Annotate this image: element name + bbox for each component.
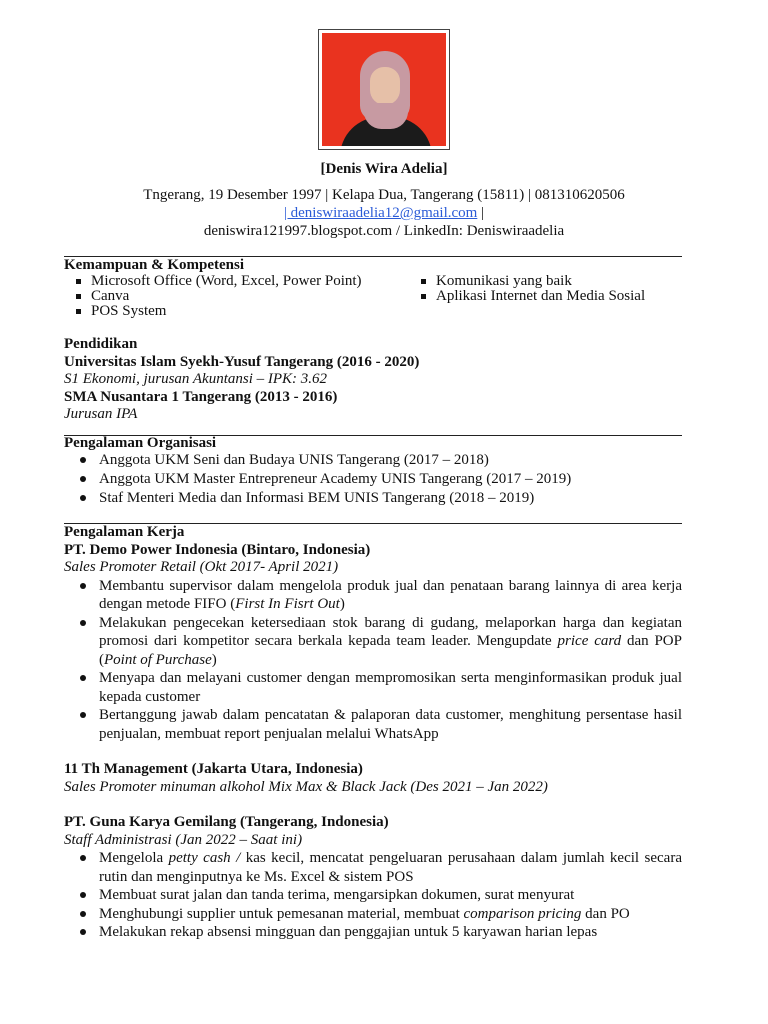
profile-photo	[322, 33, 446, 146]
resume-header	[0, 160, 768, 240]
skills-section	[64, 257, 682, 319]
company-name: PT. Demo Power Indonesia (Bintaro, Indonesia)	[64, 541, 371, 558]
organization-section	[64, 435, 682, 508]
email-separator: |	[477, 205, 485, 221]
email-link[interactable]: | deniswiraadelia12@gmail.com	[283, 205, 478, 221]
list-item: Menghubungi supplier untuk pemesanan material, membuat comparison pricing dan PO	[64, 905, 682, 924]
work-section	[64, 524, 682, 942]
section-title-work: Pengalaman Kerja	[64, 524, 185, 540]
list-item: Komunikasi yang baik	[409, 274, 645, 289]
company-name: 11 Th Management (Jakarta Utara, Indonesia)	[64, 761, 363, 777]
skills-list-left	[64, 274, 409, 319]
school-detail: S1 Ekonomi, jurusan Akuntansi – IPK: 3.62	[64, 371, 328, 387]
list-item: Membantu supervisor dalam mengelola produk jual dan penataan barang lainnya di area kerja dengan metode FIFO (First In Fisrt Out)	[64, 577, 682, 614]
list-item: Bertanggung jawab dalam pencatatan & palaporan data customer, menghitung persentase hasil penjualan, membuat report penjualan melalui WhatsApp	[64, 706, 682, 743]
photo-face	[370, 67, 400, 105]
list-item: Melakukan rekap absensi mingguan dan penggajian untuk 5 karyawan harian lepas	[64, 923, 682, 942]
list-item: Canva	[64, 289, 409, 304]
list-item: Melakukan pengecekan ketersediaan stok barang di gudang, melaporkan harga dan kegiatan promosi dari kompetitor secara berkala kepada team leader. Mengupdate price card dan POP (Point of Purchase)	[64, 614, 682, 670]
list-item: Aplikasi Internet dan Media Sosial	[409, 289, 645, 304]
job-role: Sales Promoter minuman alkohol Mix Max & Black Jack (Des 2021 – Jan 2022)	[64, 778, 548, 795]
list-item: POS System	[64, 304, 409, 319]
job-role: Staff Administrasi (Jan 2022 – Saat ini)	[64, 831, 303, 848]
list-item: Anggota UKM Master Entrepreneur Academy UNIS Tangerang (2017 – 2019)	[64, 470, 682, 489]
links-line: deniswira121997.blogspot.com / LinkedIn: Deniswiraadelia	[203, 223, 565, 239]
school-detail: Jurusan IPA	[64, 406, 138, 422]
section-title-education: Pendidikan	[64, 336, 138, 352]
section-title-skills: Kemampuan & Kompetensi	[64, 257, 244, 273]
profile-photo-frame	[318, 29, 450, 150]
list-item: Menyapa dan melayani customer dengan mempromosikan serta menginformasikan produk jual kepada customer	[64, 669, 682, 706]
school-name: SMA Nusantara 1 Tangerang (2013 - 2016)	[64, 388, 338, 405]
list-item: Anggota UKM Seni dan Budaya UNIS Tangerang (2017 – 2018)	[64, 451, 682, 470]
section-title-organization: Pengalaman Organisasi	[64, 435, 217, 451]
school-name: Universitas Islam Syekh-Yusuf Tangerang (2016 - 2020)	[64, 353, 420, 370]
organization-list	[64, 451, 682, 508]
email-line	[0, 204, 768, 222]
skills-list-right	[409, 274, 645, 319]
job-duties-list	[64, 849, 682, 942]
list-item: Microsoft Office (Word, Excel, Power Point)	[64, 274, 409, 289]
job-role: Sales Promoter Retail (Okt 2017- April 2021)	[64, 559, 339, 575]
list-item: Membuat surat jalan dan tanda terima, mengarsipkan dokumen, surat menyurat	[64, 886, 682, 905]
contact-line: Tngerang, 19 Desember 1997 | Kelapa Dua, Tangerang (15811) | 081310620506	[143, 187, 625, 203]
candidate-name: [Denis Wira Adelia]	[320, 161, 448, 177]
list-item: Staf Menteri Media dan Informasi BEM UNIS Tangerang (2018 – 2019)	[64, 489, 682, 508]
skills-columns	[64, 274, 682, 319]
job-duties-list	[64, 577, 682, 744]
education-section	[64, 336, 682, 424]
list-item: Mengelola petty cash / kas kecil, mencatat pengeluaran perusahaan dalam jumlah kecil secara rutin dan menginputnya ke Ms. Excel & sistem POS	[64, 849, 682, 886]
company-name: PT. Guna Karya Gemilang (Tangerang, Indonesia)	[64, 814, 389, 830]
photo-scarf-drape	[364, 103, 408, 129]
